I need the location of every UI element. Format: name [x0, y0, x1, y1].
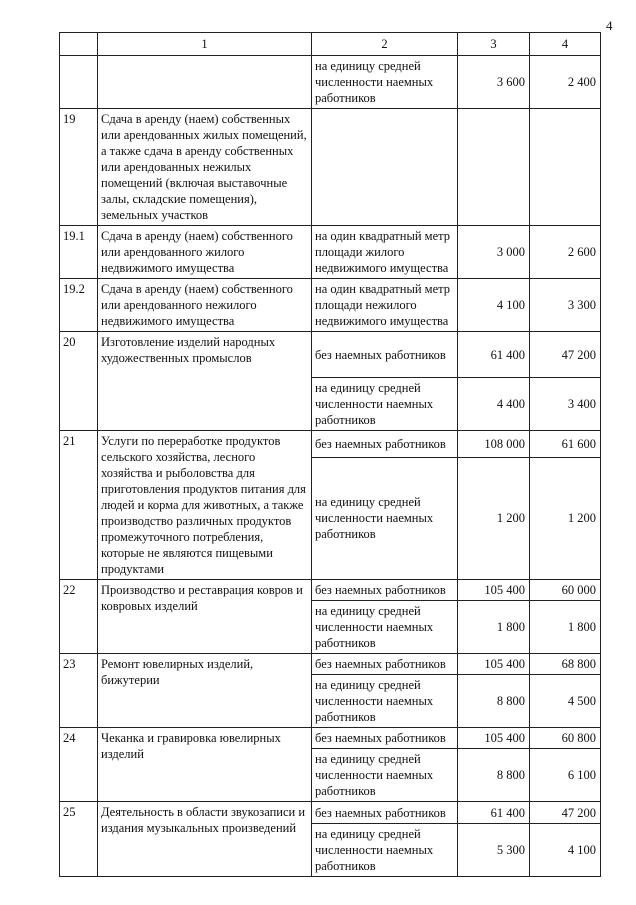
value-col4: 47 200 [530, 802, 601, 824]
table-row [60, 226, 601, 279]
header-cell [60, 33, 98, 56]
value-col3: 4 400 [458, 378, 530, 431]
table-row [60, 580, 601, 601]
value-col4: 3 400 [530, 378, 601, 431]
value-col4 [530, 109, 601, 226]
unit-cell: на единицу средней численности наемных работников [312, 378, 458, 431]
value-col4: 4 100 [530, 824, 601, 877]
unit-cell: на один квадратный метр площади нежилого недвижимого имущества [312, 279, 458, 332]
value-col3: 3 600 [458, 56, 530, 109]
unit-cell: без наемных работников [312, 580, 458, 601]
name-cell: Производство и реставрация ковров и ковровых изделий [98, 580, 312, 654]
unit-cell: без наемных работников [312, 431, 458, 458]
unit-cell: без наемных работников [312, 728, 458, 749]
value-col3: 4 100 [458, 279, 530, 332]
code-cell: 25 [60, 802, 98, 877]
name-cell: Изготовление изделий народных художественных промыслов [98, 332, 312, 431]
value-col4: 2 600 [530, 226, 601, 279]
code-cell: 21 [60, 431, 98, 580]
value-col4: 47 200 [530, 332, 601, 378]
header-cell: 2 [312, 33, 458, 56]
value-col3: 108 000 [458, 431, 530, 458]
value-col3: 8 800 [458, 675, 530, 728]
name-cell: Ремонт ювелирных изделий, бижутерии [98, 654, 312, 728]
header-cell: 1 [98, 33, 312, 56]
unit-cell: без наемных работников [312, 332, 458, 378]
value-col4: 60 000 [530, 580, 601, 601]
unit-cell: без наемных работников [312, 802, 458, 824]
table-row [60, 109, 601, 226]
unit-cell: на один квадратный метр площади жилого недвижимого имущества [312, 226, 458, 279]
code-cell: 19.2 [60, 279, 98, 332]
value-col3: 3 000 [458, 226, 530, 279]
unit-cell: на единицу средней численности наемных работников [312, 601, 458, 654]
table-row [60, 728, 601, 749]
value-col4: 61 600 [530, 431, 601, 458]
name-cell: Чеканка и гравировка ювелирных изделий [98, 728, 312, 802]
unit-cell: без наемных работников [312, 654, 458, 675]
unit-cell: на единицу средней численности наемных работников [312, 457, 458, 579]
code-cell: 22 [60, 580, 98, 654]
table-row [60, 332, 601, 378]
unit-cell [312, 109, 458, 226]
name-cell: Деятельность в области звукозаписи и издания музыкальных произведений [98, 802, 312, 877]
tax-rate-table [59, 32, 601, 877]
unit-cell: на единицу средней численности наемных работников [312, 675, 458, 728]
page-number: 4 [606, 18, 613, 33]
header-cell: 3 [458, 33, 530, 56]
code-cell: 23 [60, 654, 98, 728]
value-col4: 68 800 [530, 654, 601, 675]
value-col3: 61 400 [458, 332, 530, 378]
value-col4: 1 200 [530, 457, 601, 579]
value-col3: 1 800 [458, 601, 530, 654]
unit-cell: на единицу средней численности наемных работников [312, 749, 458, 802]
code-cell: 24 [60, 728, 98, 802]
value-col4: 4 500 [530, 675, 601, 728]
value-col3: 5 300 [458, 824, 530, 877]
table-header-row [60, 33, 601, 56]
value-col3: 61 400 [458, 802, 530, 824]
value-col4: 1 800 [530, 601, 601, 654]
table-row [60, 802, 601, 824]
unit-cell: на единицу средней численности наемных работников [312, 824, 458, 877]
value-col4: 3 300 [530, 279, 601, 332]
code-cell: 19 [60, 109, 98, 226]
name-cell: Сдача в аренду (наем) собственного или арендованного нежилого недвижимого имущества [98, 279, 312, 332]
value-col4: 2 400 [530, 56, 601, 109]
header-cell: 4 [530, 33, 601, 56]
table-row [60, 431, 601, 458]
name-cell: Услуги по переработке продуктов сельского хозяйства, лесного хозяйства и рыболовства для приготовления продуктов питания для людей и корма для животных, а также производство различных продуктов промежуточного потребления, которые не являются пищевыми продуктами [98, 431, 312, 580]
unit-cell: на единицу средней численности наемных работников [312, 56, 458, 109]
value-col3: 105 400 [458, 580, 530, 601]
table-row [60, 279, 601, 332]
value-col4: 6 100 [530, 749, 601, 802]
value-col3: 1 200 [458, 457, 530, 579]
code-cell [60, 56, 98, 109]
name-cell [98, 56, 312, 109]
value-col3: 105 400 [458, 728, 530, 749]
name-cell: Сдача в аренду (наем) собственного или арендованного жилого недвижимого имущества [98, 226, 312, 279]
value-col4: 60 800 [530, 728, 601, 749]
table-row [60, 56, 601, 109]
value-col3: 105 400 [458, 654, 530, 675]
value-col3: 8 800 [458, 749, 530, 802]
value-col3 [458, 109, 530, 226]
table-row [60, 654, 601, 675]
code-cell: 20 [60, 332, 98, 431]
name-cell: Сдача в аренду (наем) собственных или арендованных жилых помещений, а также сдача в аренду собственных или арендованных нежилых помещений (включая выставочные залы, складские помещения), земельных участков [98, 109, 312, 226]
code-cell: 19.1 [60, 226, 98, 279]
